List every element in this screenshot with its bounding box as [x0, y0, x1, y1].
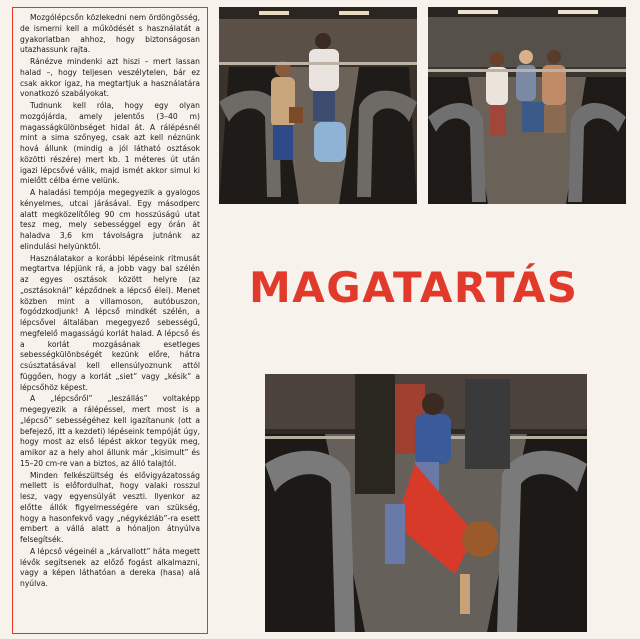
- article-paragraph: Tudnunk kell róla, hogy egy olyan mozgójárda, amely jelentős (3–40 m) magasságkülönbséget hidal át. A rálépésnél mint a sima szőnyeg, csak azt kell néznünk hová állunk (mindig a jól látható osztások közötti részére) mert kb. 1 méteres út után igazi lépcsővé válik, majd ismét akkor simul ki mielőtt célba érne velünk.: [20, 101, 200, 186]
- article-paragraph: Ránézve mindenki azt hiszi – mert lassan halad –, hogy teljesen veszélytelen, bár ez csak akkor igaz, ha megtartjuk a használatára vonatkozó szabályokat.: [20, 57, 200, 99]
- article-paragraph: Mozgólépcsőn közlekedni nem ördöngösség, de ismerni kell a működését s használatát a gyakorlatban ahhoz, hogy biztonságosan utazhassunk rajta.: [20, 13, 200, 55]
- article-paragraph: Használatakor a korábbi lépéseink ritmusát megtartva lépjünk rá, a jobb vagy bal szélén az egyes osztások között helyre (az „osztásoknál” képződnek a lépcső élei). Menet közben mint a villamoson, autóbuszon, fogódzkodjunk! A lépcső mindkét szélén, a lépcsővel általában megegyező sebességű, megfelelő magasságú korlát halad. A lépcső és a korlát mozgásának esetleges sebességkülönbségét kezünk előre, hátra csúsztatásával kell ellensúlyoznunk attól függően, hogy a korlát „siet” vagy „késik” a lépcsőhöz képest.: [20, 253, 200, 392]
- article-paragraph: A „lépcsőről” „leszállás” voltaképp megegyezik a rálépéssel, mert most is a „lépcső” sebességéhez kell igazítanunk (ott a befejező, itt a kezdeti) lépéseink tempóját úgy, hogy most az első lépést akkor tegyük meg, amikor az a hely ahol állunk már „kisimult” és 15–20 cm-re van a biztos, az álló talajtól.: [20, 394, 200, 468]
- page-title: MAGATARTÁS: [249, 263, 579, 312]
- article-text-box: [12, 7, 208, 634]
- photo-escalator-fall: [265, 374, 587, 632]
- article-paragraph: A lépcső végeinél a „kárvallott” háta megett lévők segítsenek az előző fogást alkalmazni, vagy a képen láthatóan a dereka (hasa) alá nyúlva.: [20, 546, 200, 588]
- article-paragraph: A haladási tempója megegyezik a gyalogos kényelmes, utcai járásával. Egy másodperc alatt megközelítőleg 90 cm hosszúságú utat tesz meg, mely sebességgel egy órán át haladva 3,6 km távolságra jutnánk az elindulási helyünktől.: [20, 188, 200, 251]
- photo-escalator-pram: [219, 7, 417, 204]
- article-paragraph: Minden felkészültség és elővigyázatosság mellett is előfordulhat, hogy valaki rosszul lesz, vagy egyensúlyát veszti. Ilyenkor az előtte állók figyelmességére van szükség, hogy a hasonfekvő vagy „négykézláb”-ra esett embert a vállá alatt a hónaljon átnyúlva felsegítsék.: [20, 470, 200, 544]
- photo-escalator-family: [428, 7, 626, 204]
